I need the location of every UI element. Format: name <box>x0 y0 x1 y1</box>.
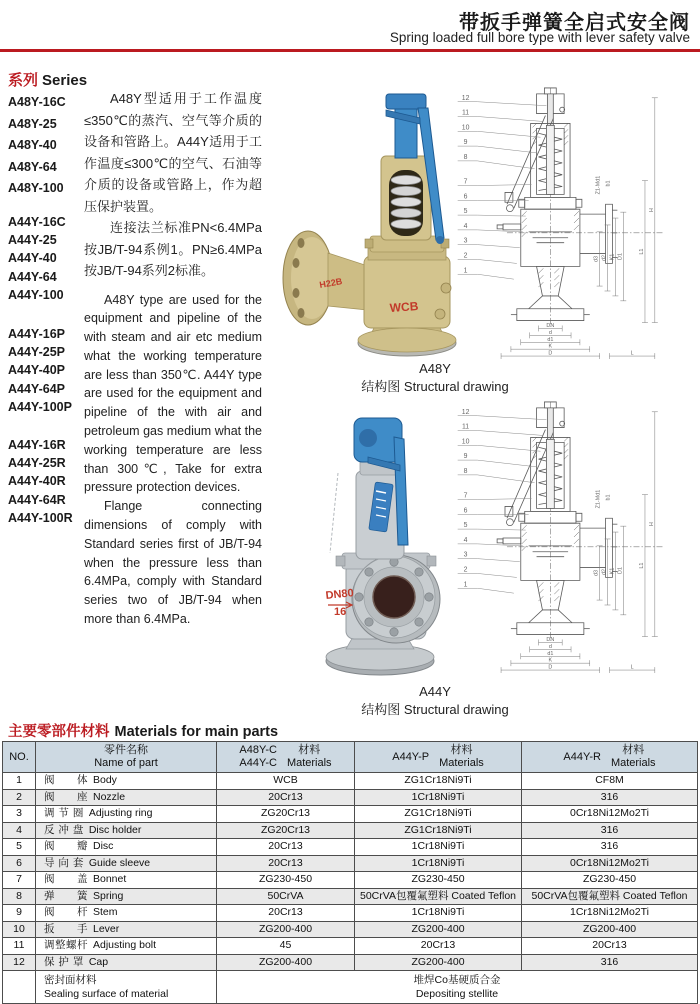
header-col3: A44Y-R 材料 Materials <box>522 742 698 773</box>
cell-a44yp: ZG1Cr18Ni9Ti <box>355 773 522 790</box>
drawing-callout-number: 4 <box>463 222 468 230</box>
cell-a44yp: 1Cr18Ni9Ti <box>355 839 522 856</box>
drawing-dimension-label: L <box>630 664 634 671</box>
structural-drawing-a48y <box>450 84 698 360</box>
cell-name: 反 冲 盘 Disc holder <box>36 822 217 839</box>
cell-a48yc-a44yc: 20Cr13 <box>217 839 355 856</box>
drawing-dimension-label: DN <box>546 636 555 643</box>
drawing-dimension-label: d1 <box>547 336 554 343</box>
cell-a44yp: 1Cr18Ni9Ti <box>355 905 522 922</box>
table-row <box>3 789 698 806</box>
series-item: A44Y-25R <box>8 455 66 470</box>
cell-a44yp: 20Cr13 <box>355 938 522 955</box>
header-divider <box>0 49 700 52</box>
series-item: A48Y-25 <box>8 116 57 131</box>
cell-a48yc-a44yc: 20Cr13 <box>217 855 355 872</box>
cell-a48yc-a44yc: ZG230-450 <box>217 872 355 889</box>
drawing-dimension-label: L <box>630 350 634 357</box>
paragraph-zh: 连接法兰标准PN<6.4MPa按JB/T-94系例1。PN≥6.4MPa按JB/T-94系列2标准。 <box>84 220 262 278</box>
table-row <box>3 855 698 872</box>
cell-no: 7 <box>3 872 36 889</box>
cell-a48yc-a44yc: ZG200-400 <box>217 954 355 971</box>
paragraph-en: A48Y type are used for the equipment and pipeline of the with steam and air etc medium what the working temperature are less than 350℃. A44Y type are used for the equipment and pipeline of the with air and petroleum gas medium what the working temperature are less than 300℃, Take for extra pressure protection devices. <box>84 292 262 495</box>
footer-name-cell: 密封面材料 Sealing surface of material <box>36 971 217 1004</box>
drawing-callout-number: 5 <box>463 522 468 530</box>
drawing-callout-number: 10 <box>461 124 470 132</box>
table-row <box>3 905 698 922</box>
drawing-callout-number: 11 <box>462 423 470 431</box>
drawing-callout-number: 7 <box>463 492 468 500</box>
drawing-callout-number: 10 <box>461 438 470 446</box>
cell-name: 阀 杆 Stem <box>36 905 217 922</box>
figure-caption-zh: 结构图 <box>361 702 401 717</box>
cell-no: 4 <box>3 822 36 839</box>
series-item: A48Y-64 <box>8 159 57 174</box>
drawing-dimension-label: L1 <box>639 562 645 569</box>
table-row <box>3 806 698 823</box>
cell-a44yp: ZG230-450 <box>355 872 522 889</box>
page-title: 带扳手弹簧全启式安全阀 <box>459 12 690 34</box>
figure-caption-en: Structural drawing <box>403 379 509 394</box>
drawing-callout-number: 8 <box>463 153 468 161</box>
series-item: A44Y-40P <box>8 363 65 378</box>
drawing-flange-label: Z1-Md1 <box>595 489 602 509</box>
drawing-dimension-label: d2 <box>601 254 608 261</box>
drawing-flange-label: b1 <box>605 180 612 187</box>
cell-a48yc-a44yc: ZG20Cr13 <box>217 822 355 839</box>
drawing-callout-number: 9 <box>463 453 468 461</box>
cell-name: 调整螺杆 Adjusting bolt <box>36 938 217 955</box>
cell-a44yr: 50CrVA包覆氟塑料 Coated Teflon <box>522 888 698 905</box>
table-row <box>3 938 698 955</box>
figure-caption <box>295 684 575 718</box>
drawing-dimension-label: d3 <box>593 569 600 576</box>
cell-a44yr: 1Cr18Ni12Mo2Ti <box>522 905 698 922</box>
table-footer-row <box>3 971 698 1004</box>
series-item: A44Y-64P <box>8 381 65 396</box>
drawing-dimension-label: D <box>548 664 553 671</box>
materials-table <box>2 741 698 1004</box>
series-heading-en: Series <box>42 72 88 89</box>
table-row <box>3 822 698 839</box>
cell-name: 调 节 圈 Adjusting ring <box>36 806 217 823</box>
drawing-flange-label: b1 <box>605 494 612 501</box>
cell-name: 阀 盖 Bonnet <box>36 872 217 889</box>
table-row <box>3 921 698 938</box>
cell-a48yc-a44yc: WCB <box>217 773 355 790</box>
valve-photo-a44y <box>268 413 460 685</box>
drawing-dimension-label: H <box>648 522 655 527</box>
table-title-en: Materials for main parts <box>114 724 279 740</box>
cell-a44yr: 316 <box>522 822 698 839</box>
cell-a44yp: ZG1Cr18Ni9Ti <box>355 822 522 839</box>
cell-a48yc-a44yc: 45 <box>217 938 355 955</box>
series-item: A44Y-16C <box>8 214 66 229</box>
cell-name: 阀 体 Body <box>36 773 217 790</box>
drawing-dimension-label: d1 <box>547 650 554 657</box>
header-col1: A48Y-C A44Y-C 材料 Materials <box>217 742 355 773</box>
table-row <box>3 872 698 889</box>
table-row <box>3 839 698 856</box>
drawing-dimension-label: d <box>548 329 552 336</box>
drawing-callout-number: 11 <box>462 109 470 117</box>
cell-a44yr: ZG230-450 <box>522 872 698 889</box>
series-item: A44Y-25 <box>8 232 57 247</box>
cell-a48yc-a44yc: 20Cr13 <box>217 789 355 806</box>
cell-a44yr: 316 <box>522 839 698 856</box>
drawing-dimension-label: K <box>548 343 553 350</box>
footer-no-cell <box>3 971 36 1004</box>
series-item: A44Y-16P <box>8 326 65 341</box>
series-item: A44Y-64 <box>8 269 57 284</box>
series-item: A44Y-40R <box>8 474 66 489</box>
drawing-callout-number: 2 <box>463 252 468 260</box>
drawing-dimension-label: H <box>648 208 655 213</box>
cell-no: 5 <box>3 839 36 856</box>
cell-a48yc-a44yc: ZG20Cr13 <box>217 806 355 823</box>
series-item: A48Y-40 <box>8 138 57 152</box>
cell-a44yr: 316 <box>522 789 698 806</box>
drawing-dimension-label: D1 <box>617 567 624 574</box>
series-item: A44Y-100P <box>8 400 72 415</box>
drawing-callout-number: 3 <box>463 237 468 245</box>
drawing-callout-number: 1 <box>463 581 468 589</box>
cell-name: 弹 簧 Spring <box>36 888 217 905</box>
series-list <box>8 92 86 541</box>
figure-caption-en: Structural drawing <box>403 702 509 717</box>
series-heading <box>8 69 87 90</box>
drawing-dimension-label: D <box>548 350 553 357</box>
drawing-callout-number: 12 <box>461 94 470 102</box>
series-item: A44Y-16R <box>8 437 66 452</box>
drawing-dimension-label: L1 <box>639 248 645 255</box>
series-group <box>8 213 86 305</box>
drawing-dimension-label: DN <box>546 322 555 329</box>
table-row <box>3 954 698 971</box>
cell-a48yc-a44yc: 50CrVA <box>217 888 355 905</box>
table-title-zh: 主要零部件材料 <box>8 724 110 740</box>
series-item: A44Y-25P <box>8 344 65 359</box>
cell-a48yc-a44yc: 20Cr13 <box>217 905 355 922</box>
series-item: A44Y-100 <box>8 288 64 303</box>
paragraph-en: Flange connecting dimensions of comply with Standard series first of JB/T-94 when the pressure less than 6.4MPa, comply with Standard series two of JB/T-94 when more than 6.4MPa. <box>84 499 262 627</box>
footer-value-cell: 堆焊Co基硬质合金 Depositing stellite <box>217 971 698 1004</box>
header-name: 零件名称 Name of part <box>36 742 217 773</box>
cell-name: 阀 座 Nozzle <box>36 789 217 806</box>
cell-a44yp: ZG200-400 <box>355 954 522 971</box>
cell-a44yr: 0Cr18Ni12Mo2Ti <box>522 855 698 872</box>
drawing-callout-number: 1 <box>463 267 468 275</box>
figure-model: A44Y <box>419 684 451 699</box>
table-title <box>8 720 278 741</box>
drawing-flange-label: Z1-Md1 <box>595 175 602 195</box>
series-item: A48Y-100 <box>8 181 64 195</box>
drawing-dimension-label: d <box>548 643 552 650</box>
cell-no: 10 <box>3 921 36 938</box>
figure-model: A48Y <box>419 361 451 376</box>
cell-name: 导 向 套 Guide sleeve <box>36 855 217 872</box>
cell-no: 9 <box>3 905 36 922</box>
cell-a44yp: 1Cr18Ni9Ti <box>355 855 522 872</box>
valve-marking-side: H22B <box>318 276 344 290</box>
series-group <box>8 92 86 200</box>
valve-marking-front: DN80 <box>325 587 355 602</box>
drawing-callout-number: 9 <box>463 139 468 147</box>
drawing-dimension-label: d2 <box>601 568 608 575</box>
cell-no: 2 <box>3 789 36 806</box>
cell-a44yp: ZG1Cr18Ni9Ti <box>355 806 522 823</box>
drawing-callout-number: 2 <box>463 566 468 574</box>
header-col2: A44Y-P 材料 Materials <box>355 742 522 773</box>
drawing-callout-number: 5 <box>463 208 468 216</box>
cell-no: 6 <box>3 855 36 872</box>
cell-name: 保 护 罩 Cap <box>36 954 217 971</box>
page-subtitle: Spring loaded full bore type with lever safety valve <box>389 30 690 45</box>
figure-caption-zh: 结构图 <box>361 379 401 394</box>
drawing-callout-number: 3 <box>463 551 468 559</box>
drawing-callout-number: 6 <box>463 193 468 201</box>
series-group <box>8 436 86 528</box>
paragraph-zh: A48Y型适用于工作温度≤350℃的蒸汽、空气等介质的设备和管路上。A44Y适用于工作温度≤300℃的空气、石油等介质的设备或管路上，作为超压保护装置。 <box>84 91 262 214</box>
cell-no: 3 <box>3 806 36 823</box>
structural-drawing-a44y <box>450 398 698 674</box>
drawing-callout-number: 7 <box>463 178 468 186</box>
table-row <box>3 888 698 905</box>
drawing-callout-number: 4 <box>463 536 468 544</box>
series-group <box>8 325 86 417</box>
cell-no: 1 <box>3 773 36 790</box>
drawing-dimension-label: K <box>548 657 553 664</box>
series-heading-zh: 系列 <box>8 72 39 89</box>
cell-a44yp: ZG200-400 <box>355 921 522 938</box>
series-item: A44Y-64R <box>8 492 66 507</box>
cell-no: 11 <box>3 938 36 955</box>
drawing-dimension-label: K1 <box>609 567 616 575</box>
cell-a44yp: 50CrVA包覆氟塑料 Coated Teflon <box>355 888 522 905</box>
description-column <box>84 88 262 629</box>
drawing-dimension-label: D1 <box>617 253 624 260</box>
cell-no: 12 <box>3 954 36 971</box>
cell-no: 8 <box>3 888 36 905</box>
cell-a44yp: 1Cr18Ni9Ti <box>355 789 522 806</box>
series-item: A44Y-100R <box>8 511 73 526</box>
cell-name: 扳 手 Lever <box>36 921 217 938</box>
drawing-dimension-label: K1 <box>609 253 616 261</box>
series-item: A44Y-40 <box>8 251 57 266</box>
table-row <box>3 773 698 790</box>
valve-photo-a48y <box>268 88 460 360</box>
cell-a44yr: 0Cr18Ni12Mo2Ti <box>522 806 698 823</box>
table-header-row <box>3 742 698 773</box>
drawing-dimension-label: d3 <box>593 255 600 262</box>
cell-a44yr: CF8M <box>522 773 698 790</box>
cell-a48yc-a44yc: ZG200-400 <box>217 921 355 938</box>
figure-caption <box>295 361 575 395</box>
cell-name: 阀 瓣 Disc <box>36 839 217 856</box>
cell-a44yr: 20Cr13 <box>522 938 698 955</box>
drawing-callout-number: 12 <box>461 408 470 416</box>
cell-a44yr: 316 <box>522 954 698 971</box>
drawing-callout-number: 8 <box>463 467 468 475</box>
valve-marking-front: WCB <box>389 299 419 315</box>
drawing-callout-number: 6 <box>463 507 468 515</box>
valve-marking-sub: 16 <box>334 606 347 618</box>
series-item: A48Y-16C <box>8 95 66 109</box>
header-no: NO. <box>3 742 36 773</box>
cell-a44yr: ZG200-400 <box>522 921 698 938</box>
